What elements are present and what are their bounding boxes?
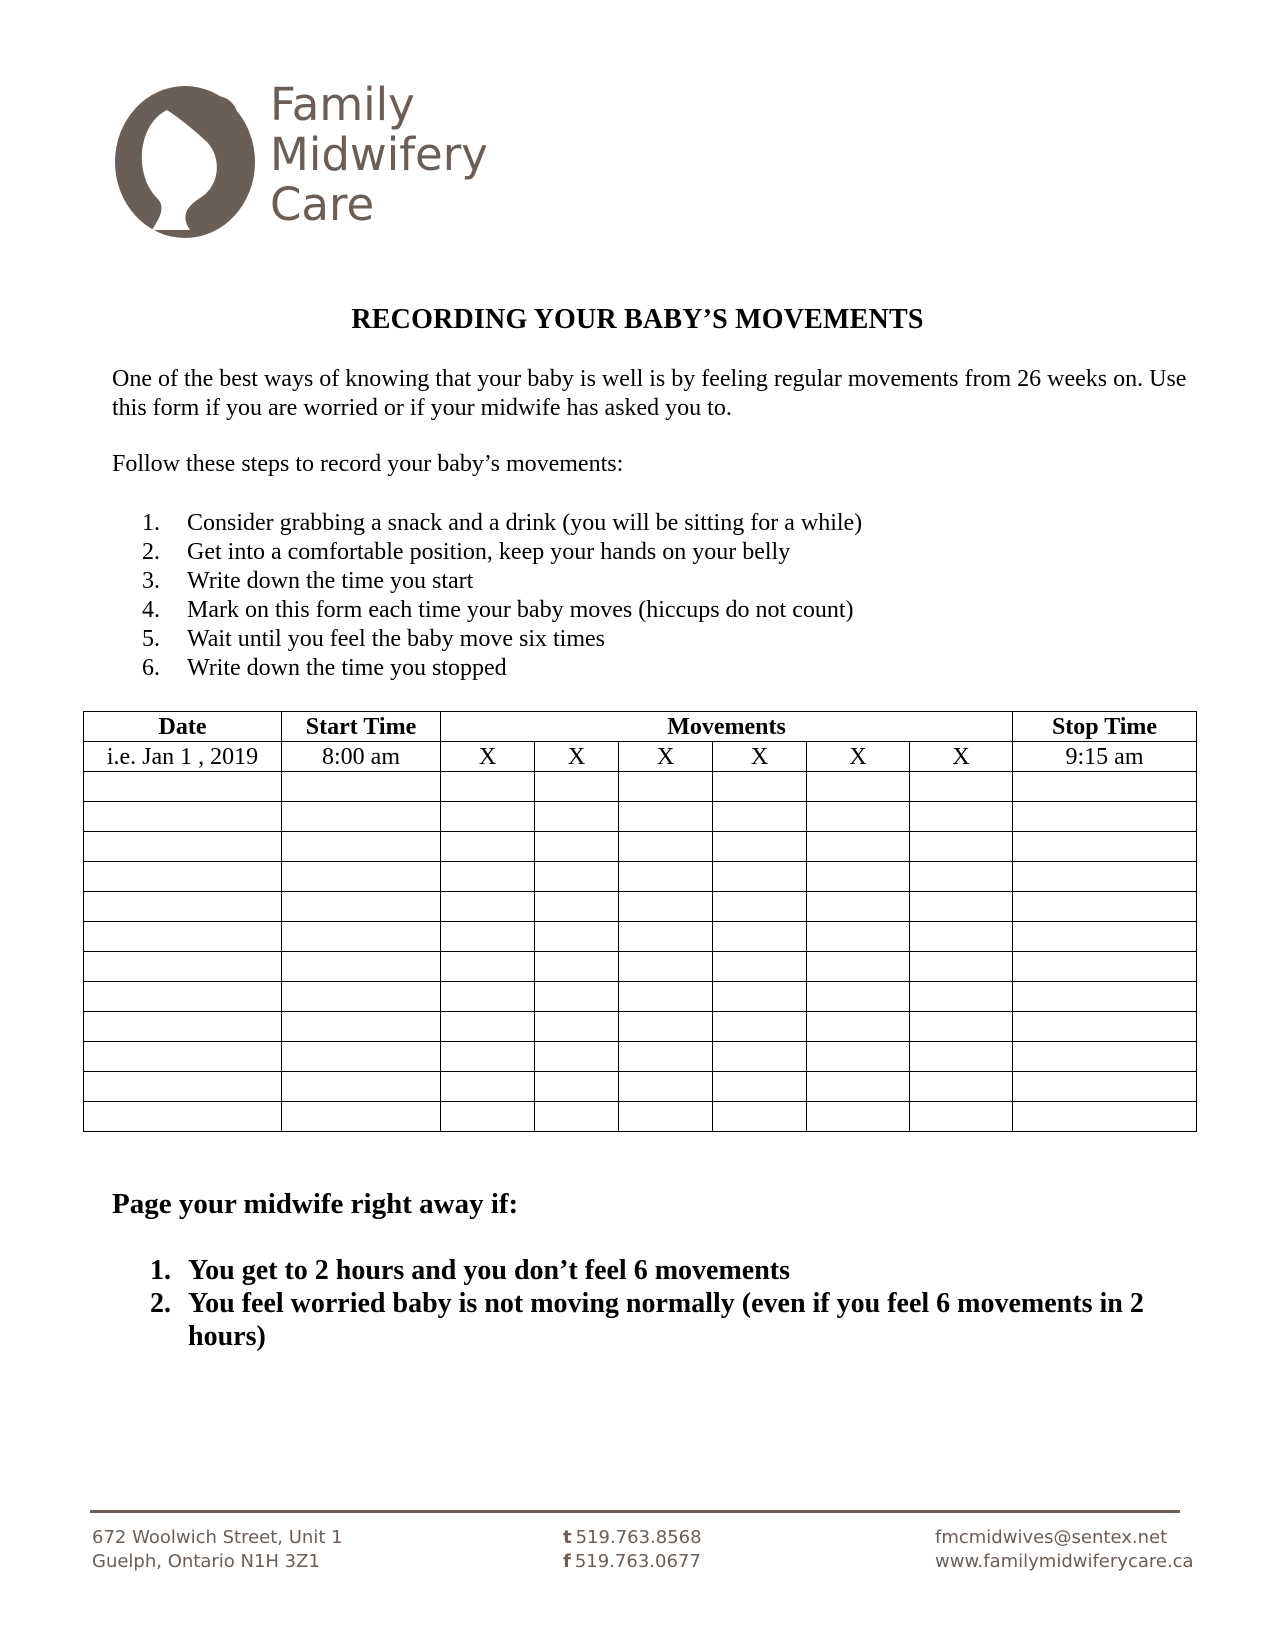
header-start-time: Start Time bbox=[282, 712, 441, 742]
table-cell[interactable] bbox=[441, 772, 535, 802]
table-cell[interactable] bbox=[910, 802, 1013, 832]
example-start-time: 8:00 am bbox=[282, 742, 441, 772]
table-cell[interactable] bbox=[1013, 832, 1197, 862]
website-link[interactable]: www.familymidwiferycare.ca bbox=[935, 1551, 1194, 1572]
table-row bbox=[84, 952, 1197, 982]
movement-log-table bbox=[83, 711, 1197, 1132]
table-cell[interactable] bbox=[1013, 772, 1197, 802]
table-cell[interactable] bbox=[619, 892, 713, 922]
table-row bbox=[84, 862, 1197, 892]
table-cell[interactable] bbox=[619, 1012, 713, 1042]
page-reason-item: 2. You feel worried baby is not moving normally (even if you feel 6 movements in 2 hours) bbox=[150, 1288, 1144, 1352]
table-cell[interactable] bbox=[84, 802, 282, 832]
table-cell[interactable] bbox=[910, 892, 1013, 922]
table-cell[interactable] bbox=[1013, 922, 1197, 952]
table-row bbox=[84, 982, 1197, 1012]
tel-number: 519.763.8568 bbox=[575, 1527, 702, 1548]
header-movements: Movements bbox=[441, 712, 1013, 742]
table-cell[interactable] bbox=[713, 1042, 807, 1072]
table-cell[interactable] bbox=[535, 952, 619, 982]
logo-line-2: Midwifery bbox=[270, 128, 488, 181]
table-row bbox=[84, 1072, 1197, 1102]
table-cell[interactable] bbox=[441, 952, 535, 982]
table-row bbox=[84, 802, 1197, 832]
table-cell[interactable] bbox=[441, 892, 535, 922]
table-cell[interactable] bbox=[619, 1072, 713, 1102]
table-cell[interactable] bbox=[1013, 1102, 1197, 1132]
table-cell[interactable] bbox=[535, 832, 619, 862]
table-cell[interactable] bbox=[807, 982, 910, 1012]
table-cell[interactable] bbox=[807, 802, 910, 832]
example-date: i.e. Jan 1 , 2019 bbox=[84, 742, 282, 772]
tel-label: t bbox=[563, 1527, 572, 1548]
table-cell[interactable] bbox=[619, 1042, 713, 1072]
table-cell[interactable] bbox=[282, 1072, 441, 1102]
table-cell[interactable] bbox=[535, 1102, 619, 1132]
table-cell[interactable] bbox=[441, 832, 535, 862]
step-item: 4. Mark on this form each time your baby moves (hiccups do not count) bbox=[142, 597, 854, 623]
example-mark: X bbox=[535, 742, 619, 772]
table-cell[interactable] bbox=[282, 1102, 441, 1132]
table-cell[interactable] bbox=[910, 922, 1013, 952]
example-mark: X bbox=[441, 742, 535, 772]
logo bbox=[112, 76, 512, 246]
step-item: 2. Get into a comfortable position, keep your hands on your belly bbox=[142, 539, 791, 565]
page-midwife-list bbox=[150, 1254, 1150, 1353]
table-cell[interactable] bbox=[441, 982, 535, 1012]
table-cell[interactable] bbox=[713, 952, 807, 982]
example-mark: X bbox=[619, 742, 713, 772]
table-row bbox=[84, 832, 1197, 862]
intro-paragraph: One of the best ways of knowing that your baby is well is by feeling regular movements from 26 weeks on. Use this form if you are worried or if your midwife has asked you to. bbox=[112, 366, 1187, 421]
logo-line-1: Family bbox=[270, 78, 415, 131]
table-cell[interactable] bbox=[282, 1042, 441, 1072]
logo-mark-icon bbox=[112, 80, 262, 240]
example-row bbox=[84, 742, 1197, 772]
table-cell[interactable] bbox=[807, 1072, 910, 1102]
table-cell[interactable] bbox=[807, 832, 910, 862]
table-cell[interactable] bbox=[807, 772, 910, 802]
table-cell[interactable] bbox=[84, 1102, 282, 1132]
table-cell[interactable] bbox=[441, 1042, 535, 1072]
table-cell[interactable] bbox=[1013, 982, 1197, 1012]
page-title: RECORDING YOUR BABY’S MOVEMENTS bbox=[351, 304, 924, 335]
table-cell[interactable] bbox=[713, 1012, 807, 1042]
table-cell[interactable] bbox=[84, 772, 282, 802]
page-midwife-heading: Page your midwife right away if: bbox=[112, 1188, 519, 1220]
table-cell[interactable] bbox=[807, 1012, 910, 1042]
table-cell[interactable] bbox=[535, 1012, 619, 1042]
table-cell[interactable] bbox=[713, 772, 807, 802]
page-reason-item: 1. You get to 2 hours and you don’t feel 6 movements bbox=[150, 1255, 790, 1286]
table-cell[interactable] bbox=[441, 802, 535, 832]
table-cell[interactable] bbox=[910, 952, 1013, 982]
table-cell[interactable] bbox=[84, 1072, 282, 1102]
table-cell[interactable] bbox=[84, 862, 282, 892]
table-cell[interactable] bbox=[910, 1072, 1013, 1102]
table-cell[interactable] bbox=[619, 832, 713, 862]
table-cell[interactable] bbox=[84, 922, 282, 952]
step-item: 6. Write down the time you stopped bbox=[142, 655, 507, 681]
table-cell[interactable] bbox=[282, 802, 441, 832]
table-cell[interactable] bbox=[713, 832, 807, 862]
footer-phone bbox=[563, 1526, 702, 1574]
email-link[interactable]: fmcmidwives@sentex.net bbox=[935, 1527, 1168, 1548]
step-item: 5. Wait until you feel the baby move six times bbox=[142, 626, 605, 652]
table-cell[interactable] bbox=[535, 802, 619, 832]
table-cell[interactable] bbox=[282, 772, 441, 802]
table-cell[interactable] bbox=[619, 952, 713, 982]
fax-number: 519.763.0677 bbox=[574, 1551, 701, 1572]
table-cell[interactable] bbox=[441, 1072, 535, 1102]
table-cell[interactable] bbox=[1013, 952, 1197, 982]
header-stop-time: Stop Time bbox=[1013, 712, 1197, 742]
table-cell[interactable] bbox=[535, 772, 619, 802]
table-row bbox=[84, 1102, 1197, 1132]
table-cell[interactable] bbox=[441, 1102, 535, 1132]
table-cell[interactable] bbox=[807, 892, 910, 922]
table-cell[interactable] bbox=[713, 922, 807, 952]
header-date: Date bbox=[84, 712, 282, 742]
fax-label: f bbox=[563, 1551, 571, 1572]
table-cell[interactable] bbox=[910, 1042, 1013, 1072]
table-cell[interactable] bbox=[535, 892, 619, 922]
table-cell[interactable] bbox=[713, 1072, 807, 1102]
table-cell[interactable] bbox=[282, 832, 441, 862]
table-cell[interactable] bbox=[807, 922, 910, 952]
table-cell[interactable] bbox=[713, 1102, 807, 1132]
step-item: 3. Write down the time you start bbox=[142, 568, 474, 594]
table-cell[interactable] bbox=[619, 982, 713, 1012]
table-cell[interactable] bbox=[807, 1042, 910, 1072]
table-cell[interactable] bbox=[619, 922, 713, 952]
table-cell[interactable] bbox=[84, 982, 282, 1012]
footer-divider bbox=[90, 1510, 1180, 1513]
table-row bbox=[84, 1012, 1197, 1042]
table-cell[interactable] bbox=[535, 982, 619, 1012]
step-item: 1. Consider grabbing a snack and a drink (you will be sitting for a while) bbox=[142, 510, 863, 536]
table-cell[interactable] bbox=[910, 832, 1013, 862]
example-mark: X bbox=[910, 742, 1013, 772]
table-cell[interactable] bbox=[713, 862, 807, 892]
steps-list bbox=[142, 509, 862, 683]
table-cell[interactable] bbox=[1013, 1072, 1197, 1102]
table-cell[interactable] bbox=[807, 1102, 910, 1132]
table-cell[interactable] bbox=[84, 1012, 282, 1042]
table-cell[interactable] bbox=[910, 1012, 1013, 1042]
table-cell[interactable] bbox=[619, 1102, 713, 1132]
table-row bbox=[84, 892, 1197, 922]
table-row bbox=[84, 772, 1197, 802]
table-cell[interactable] bbox=[535, 1072, 619, 1102]
example-stop-time: 9:15 am bbox=[1013, 742, 1197, 772]
table-cell[interactable] bbox=[910, 982, 1013, 1012]
table-cell[interactable] bbox=[282, 952, 441, 982]
table-cell[interactable] bbox=[441, 862, 535, 892]
footer-address bbox=[92, 1526, 343, 1574]
table-cell[interactable] bbox=[910, 862, 1013, 892]
table-cell[interactable] bbox=[1013, 802, 1197, 832]
table-cell[interactable] bbox=[619, 772, 713, 802]
table-cell[interactable] bbox=[84, 832, 282, 862]
table-cell[interactable] bbox=[282, 862, 441, 892]
table-cell[interactable] bbox=[910, 1102, 1013, 1132]
table-cell[interactable] bbox=[441, 1012, 535, 1042]
table-cell[interactable] bbox=[535, 1042, 619, 1072]
table-cell[interactable] bbox=[535, 862, 619, 892]
table-cell[interactable] bbox=[619, 862, 713, 892]
table-cell[interactable] bbox=[619, 802, 713, 832]
table-cell[interactable] bbox=[282, 922, 441, 952]
table-cell[interactable] bbox=[1013, 1042, 1197, 1072]
table-cell[interactable] bbox=[713, 982, 807, 1012]
table-cell[interactable] bbox=[84, 1042, 282, 1072]
logo-wordmark bbox=[270, 80, 488, 230]
table-header-row bbox=[84, 712, 1197, 742]
table-cell[interactable] bbox=[807, 952, 910, 982]
table-cell[interactable] bbox=[535, 922, 619, 952]
logo-line-3: Care bbox=[270, 178, 375, 231]
table-cell[interactable] bbox=[1013, 892, 1197, 922]
table-row bbox=[84, 1042, 1197, 1072]
table-cell[interactable] bbox=[84, 892, 282, 922]
table-cell[interactable] bbox=[807, 862, 910, 892]
table-cell[interactable] bbox=[1013, 862, 1197, 892]
example-mark: X bbox=[807, 742, 910, 772]
table-cell[interactable] bbox=[282, 1012, 441, 1042]
example-mark: X bbox=[713, 742, 807, 772]
table-cell[interactable] bbox=[910, 772, 1013, 802]
address-line-1: 672 Woolwich Street, Unit 1 bbox=[92, 1527, 343, 1548]
table-cell[interactable] bbox=[84, 952, 282, 982]
table-cell[interactable] bbox=[1013, 1012, 1197, 1042]
table-cell[interactable] bbox=[282, 982, 441, 1012]
table-cell[interactable] bbox=[713, 892, 807, 922]
footer-contact bbox=[935, 1526, 1194, 1574]
table-cell[interactable] bbox=[713, 802, 807, 832]
table-cell[interactable] bbox=[282, 892, 441, 922]
table-row bbox=[84, 922, 1197, 952]
follow-steps-text: Follow these steps to record your baby’s movements: bbox=[112, 451, 624, 477]
address-line-2: Guelph, Ontario N1H 3Z1 bbox=[92, 1551, 320, 1572]
table-cell[interactable] bbox=[441, 922, 535, 952]
